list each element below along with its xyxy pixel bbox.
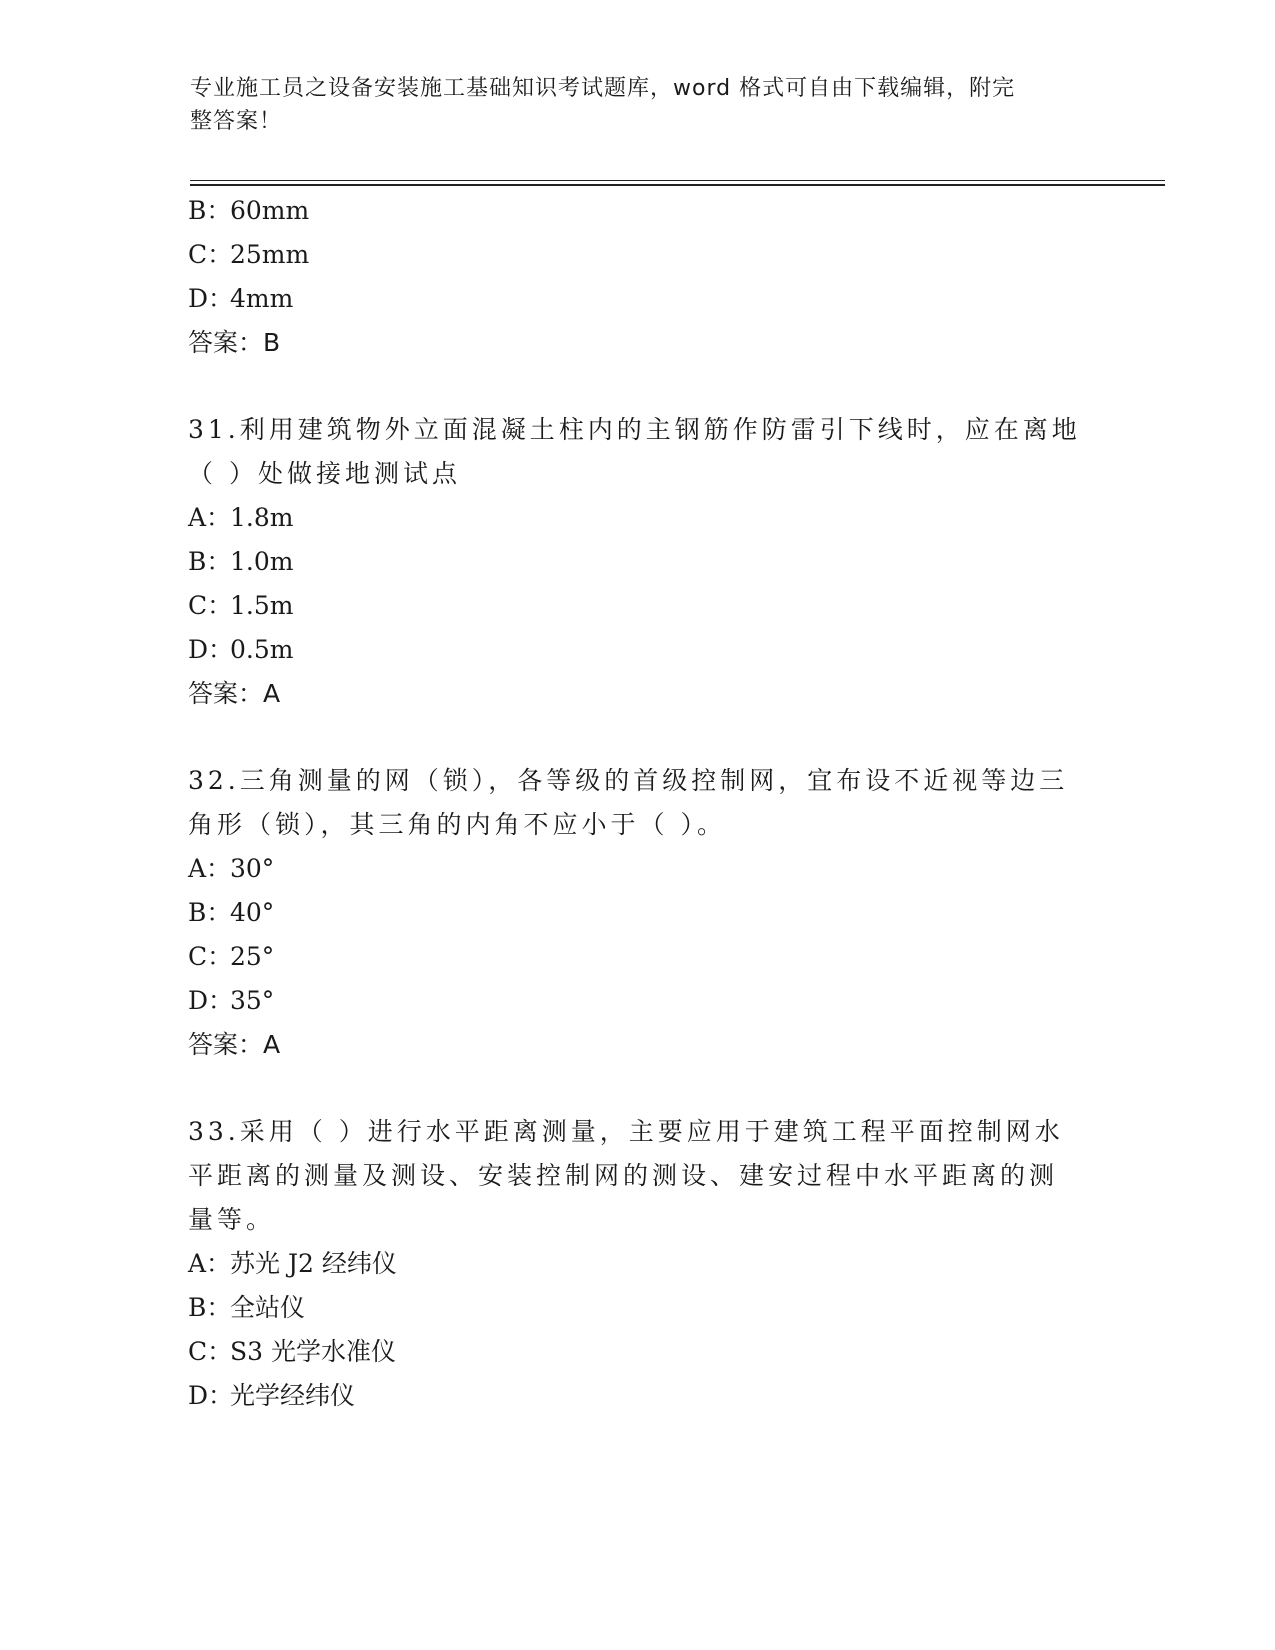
q31-option-b: B：1.0m <box>188 547 294 576</box>
q32-option-c: C：25° <box>188 942 275 971</box>
q30-answer: 答案：B <box>188 328 281 357</box>
q33-stem-line-3: 量等。 <box>188 1205 276 1234</box>
q32-option-b: B：40° <box>188 898 275 927</box>
q32-stem-line-1: 32.三角测量的网（锁），各等级的首级控制网，宜布设不近视等边三 <box>188 766 1069 795</box>
q31-stem-line-1: 31.利用建筑物外立面混凝土柱内的主钢筋作防雷引下线时，应在离地 <box>188 415 1081 444</box>
header-line-2: 整答案！ <box>190 109 283 134</box>
q33-stem-line-1: 33.采用（ ）进行水平距离测量，主要应用于建筑工程平面控制网水 <box>188 1117 1064 1146</box>
q30-option-b: B：60mm <box>188 196 310 225</box>
header-divider-thick <box>190 184 1165 186</box>
q33-stem-line-2: 平距离的测量及测设、安装控制网的测设、建安过程中水平距离的测 <box>188 1161 1059 1190</box>
q31-option-a: A：1.8m <box>188 503 294 532</box>
q30-option-c: C：25mm <box>188 240 310 269</box>
q33-option-a: A：苏光 J2 经纬仪 <box>188 1249 397 1278</box>
q33-option-d: D：光学经纬仪 <box>188 1381 356 1410</box>
q31-answer: 答案：A <box>188 679 281 708</box>
q31-option-c: C：1.5m <box>188 591 294 620</box>
q31-stem-line-2: （ ）处做接地测试点 <box>188 459 461 488</box>
q32-option-d: D：35° <box>188 986 275 1015</box>
header-divider-thin <box>190 180 1165 181</box>
document-header <box>190 72 1090 138</box>
q32-stem-line-2: 角形（锁），其三角的内角不应小于（ ）。 <box>188 810 726 839</box>
q32-answer: 答案：A <box>188 1030 281 1059</box>
q30-option-d: D：4mm <box>188 284 294 313</box>
q33-option-b: B：全站仪 <box>188 1293 306 1322</box>
q33-option-c: C：S3 光学水准仪 <box>188 1337 396 1366</box>
q31-option-d: D：0.5m <box>188 635 294 664</box>
header-line-1: 专业施工员之设备安装施工基础知识考试题库，word 格式可自由下载编辑，附完 <box>190 76 1016 101</box>
q32-option-a: A：30° <box>188 854 275 883</box>
